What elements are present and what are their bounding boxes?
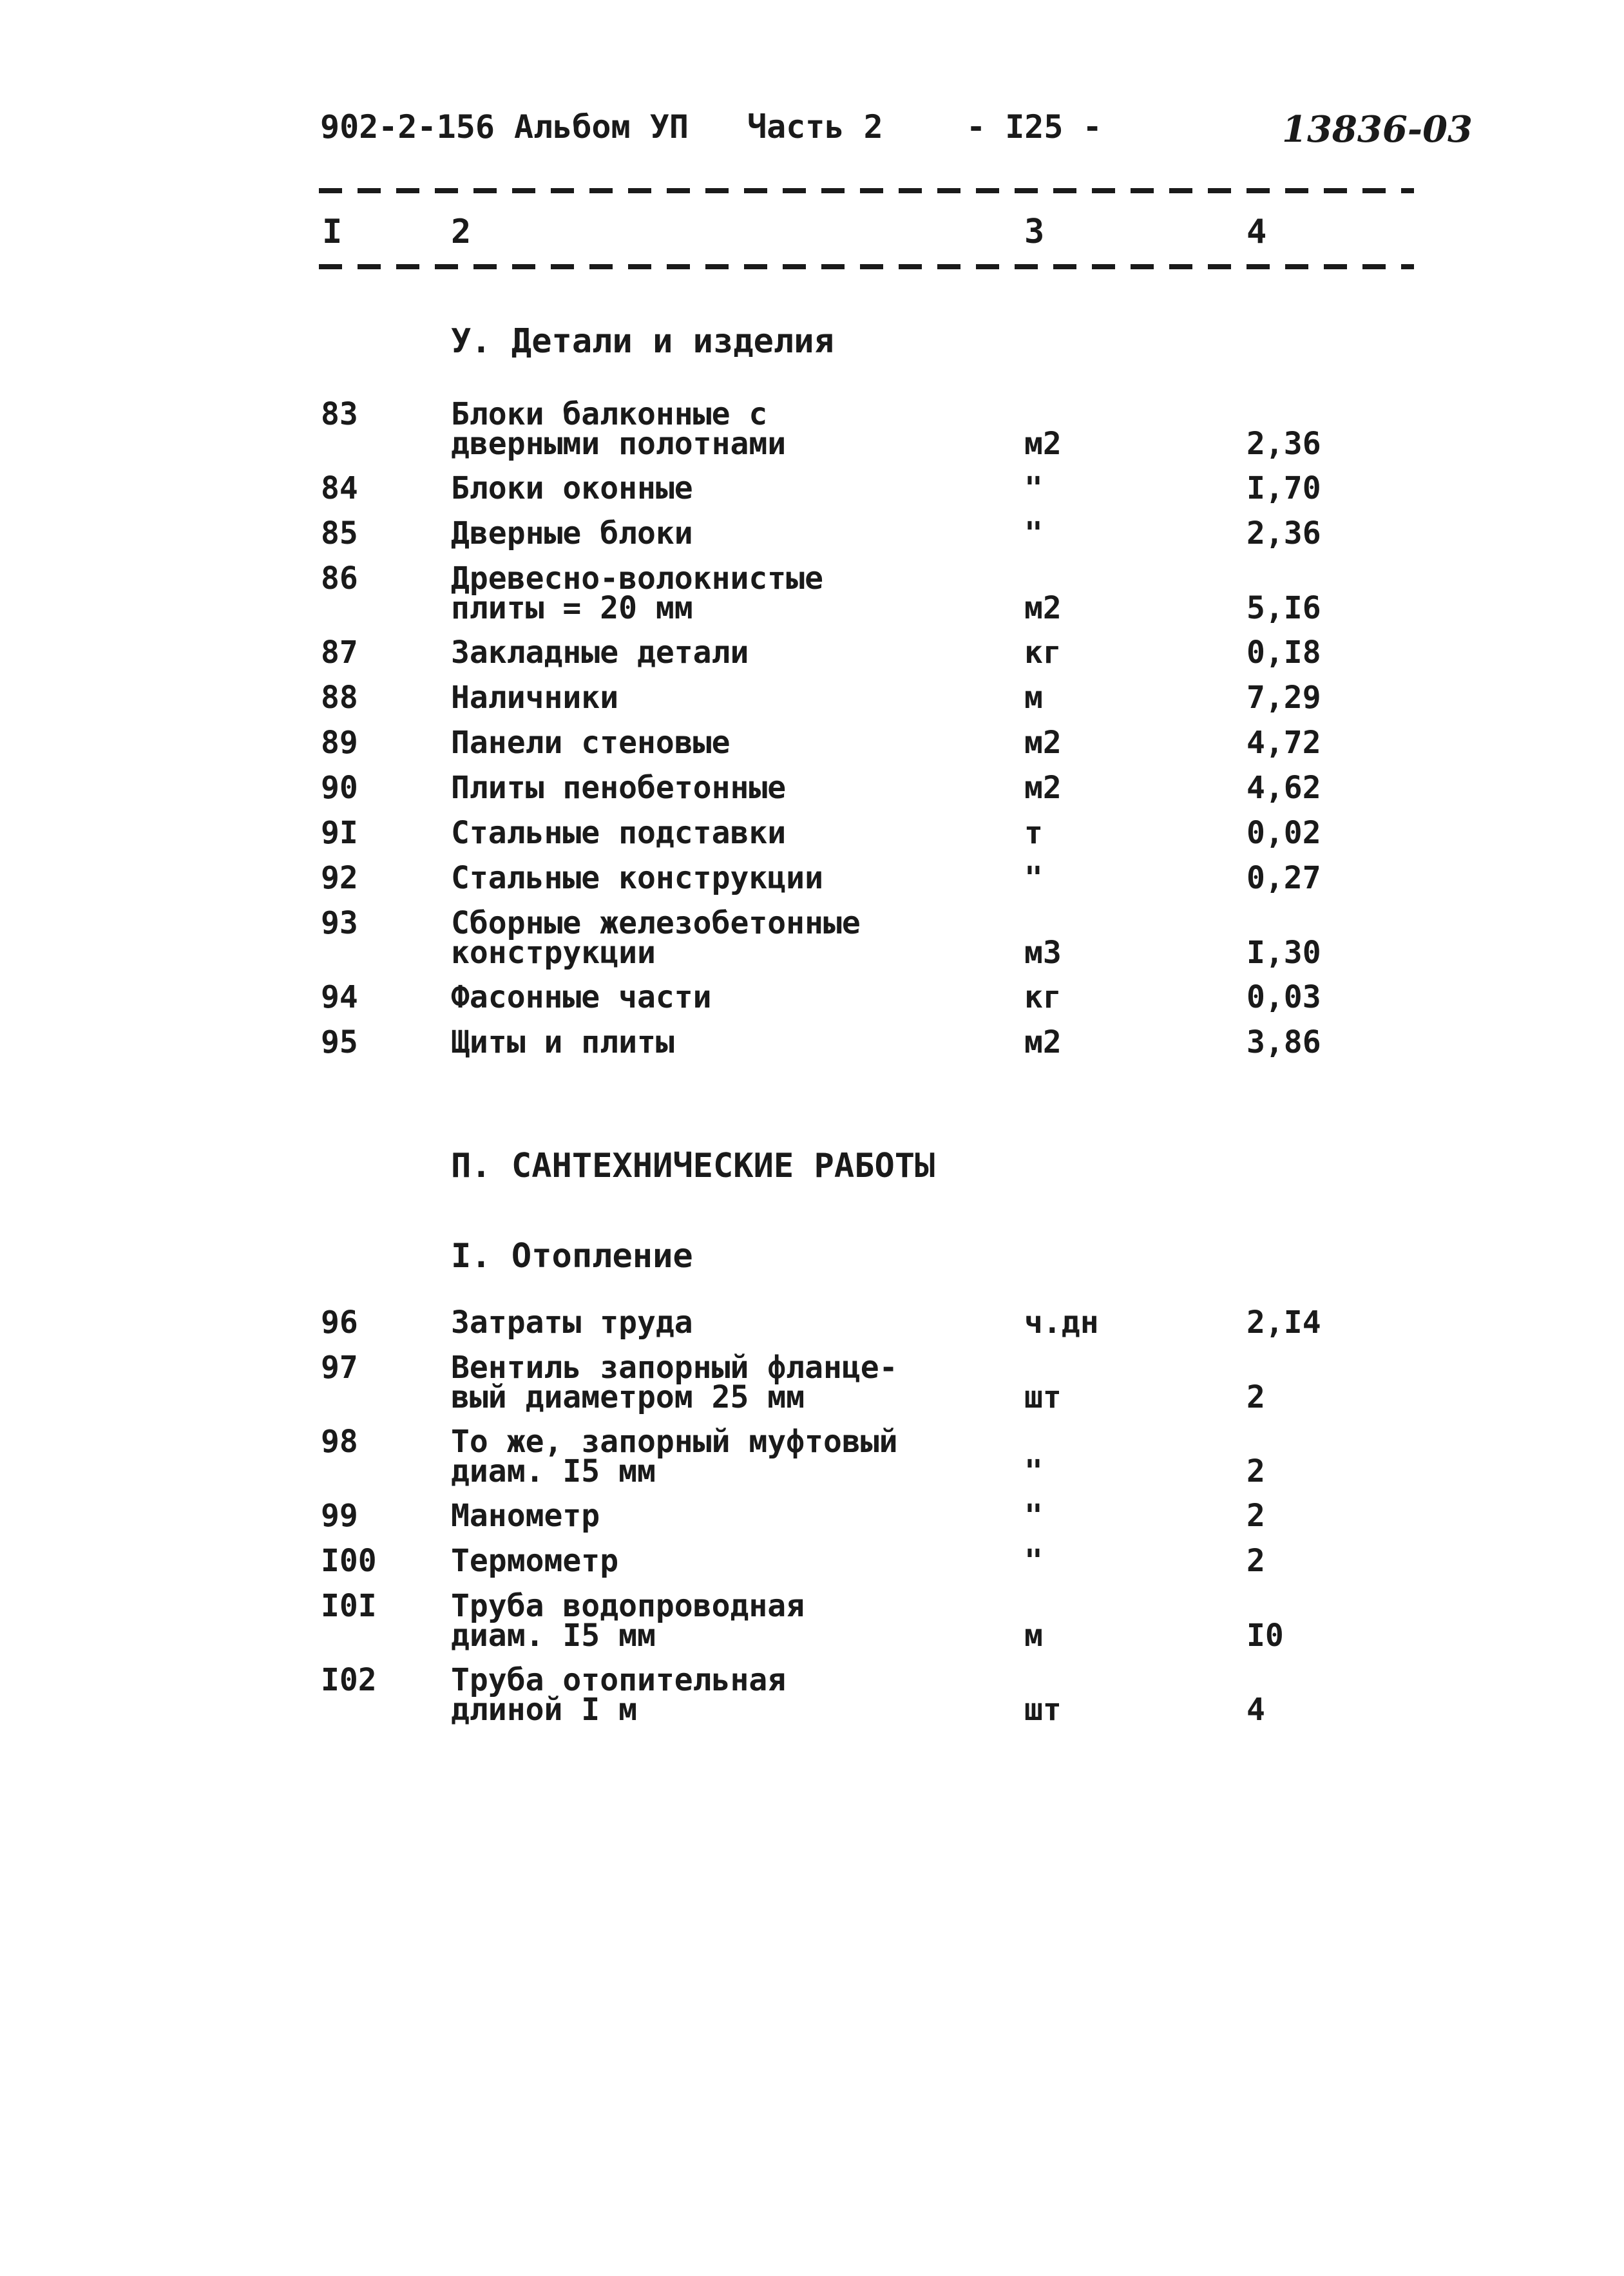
table-row bbox=[0, 860, 1624, 896]
table-row bbox=[0, 1305, 1624, 1341]
row-number: 93 bbox=[321, 905, 358, 941]
row-name bbox=[451, 560, 1005, 626]
row-name bbox=[451, 979, 1005, 1015]
table-row bbox=[0, 680, 1624, 716]
row-name-line: Фасонные части bbox=[451, 979, 712, 1015]
row-name-line: Наличники bbox=[451, 680, 619, 716]
table-row bbox=[0, 979, 1624, 1015]
table-row bbox=[0, 1424, 1624, 1489]
row-unit: м bbox=[1024, 1618, 1043, 1654]
row-name bbox=[451, 860, 1005, 896]
table-row bbox=[0, 1024, 1624, 1060]
row-number: I00 bbox=[321, 1543, 377, 1579]
row-name bbox=[451, 1498, 1005, 1534]
table-row bbox=[0, 815, 1624, 851]
row-number: I0I bbox=[321, 1588, 377, 1624]
row-name bbox=[451, 680, 1005, 716]
column-number-3: 3 bbox=[1024, 213, 1045, 251]
row-number: 83 bbox=[321, 396, 358, 432]
row-unit: м3 bbox=[1024, 935, 1062, 971]
row-name-line: длиной I м bbox=[451, 1692, 637, 1728]
row-unit: " bbox=[1024, 515, 1043, 551]
row-quantity: 0,27 bbox=[1247, 860, 1321, 896]
row-name-line: дверными полотнами bbox=[451, 426, 787, 462]
table-header-top-rule bbox=[319, 188, 1414, 193]
row-name-line: Блоки оконные bbox=[451, 470, 693, 506]
row-quantity: I0 bbox=[1247, 1618, 1284, 1654]
column-number-2: 2 bbox=[451, 213, 472, 251]
row-name bbox=[451, 1588, 1005, 1654]
page-number: - I25 - bbox=[966, 108, 1102, 146]
row-unit: м2 bbox=[1024, 426, 1062, 462]
row-quantity: I,30 bbox=[1247, 935, 1321, 971]
row-quantity: 4 bbox=[1247, 1692, 1265, 1728]
row-unit: шт bbox=[1024, 1379, 1062, 1415]
column-number-1: I bbox=[322, 213, 343, 251]
row-name bbox=[451, 635, 1005, 671]
row-name bbox=[451, 1662, 1005, 1728]
row-quantity: 0,02 bbox=[1247, 815, 1321, 851]
row-name bbox=[451, 1543, 1005, 1579]
row-quantity: 2 bbox=[1247, 1543, 1265, 1579]
row-unit: шт bbox=[1024, 1692, 1062, 1728]
document-part: Часть 2 bbox=[747, 108, 883, 146]
row-name-line: Труба водопроводная bbox=[451, 1588, 805, 1624]
table-row bbox=[0, 1498, 1624, 1534]
row-name bbox=[451, 515, 1005, 551]
row-name bbox=[451, 815, 1005, 851]
row-name bbox=[451, 905, 1005, 971]
row-number: 92 bbox=[321, 860, 358, 896]
row-quantity: 7,29 bbox=[1247, 680, 1321, 716]
table-row bbox=[0, 515, 1624, 551]
row-name-line: конструкции bbox=[451, 935, 656, 971]
row-name bbox=[451, 470, 1005, 506]
row-name-line: Стальные конструкции bbox=[451, 860, 823, 896]
row-quantity: 2 bbox=[1247, 1453, 1265, 1489]
row-name bbox=[451, 1024, 1005, 1060]
table-row bbox=[0, 1543, 1624, 1579]
row-unit: м bbox=[1024, 680, 1043, 716]
row-unit: м2 bbox=[1024, 770, 1062, 806]
row-name-line: Затраты труда bbox=[451, 1305, 693, 1341]
row-number: I02 bbox=[321, 1662, 377, 1698]
row-name-line: Щиты и плиты bbox=[451, 1024, 674, 1060]
row-number: 95 bbox=[321, 1024, 358, 1060]
row-quantity: 4,72 bbox=[1247, 725, 1321, 761]
row-quantity: 2 bbox=[1247, 1379, 1265, 1415]
row-quantity: 2,36 bbox=[1247, 426, 1321, 462]
row-unit: кг bbox=[1024, 979, 1062, 1015]
row-quantity: 4,62 bbox=[1247, 770, 1321, 806]
row-quantity: 0,03 bbox=[1247, 979, 1321, 1015]
row-number: 96 bbox=[321, 1305, 358, 1341]
table-row bbox=[0, 725, 1624, 761]
row-name-line: диам. I5 мм bbox=[451, 1618, 656, 1654]
row-name-line: Панели стеновые bbox=[451, 725, 731, 761]
row-name-line: Древесно-волокнистые bbox=[451, 560, 823, 597]
row-quantity: 2 bbox=[1247, 1498, 1265, 1534]
table-row bbox=[0, 770, 1624, 806]
row-unit: " bbox=[1024, 1543, 1043, 1579]
row-name-line: Труба отопительная bbox=[451, 1662, 787, 1698]
table-row bbox=[0, 1662, 1624, 1728]
row-quantity: 0,I8 bbox=[1247, 635, 1321, 671]
row-name bbox=[451, 1350, 1005, 1415]
row-number: 88 bbox=[321, 680, 358, 716]
sheet-number: 13836-03 bbox=[1282, 108, 1473, 151]
row-name bbox=[451, 770, 1005, 806]
row-name bbox=[451, 1424, 1005, 1489]
table-row bbox=[0, 635, 1624, 671]
row-name-line: Термометр bbox=[451, 1543, 619, 1579]
table-row bbox=[0, 560, 1624, 626]
row-unit: " bbox=[1024, 1498, 1043, 1534]
table-row bbox=[0, 470, 1624, 506]
row-quantity: I,70 bbox=[1247, 470, 1321, 506]
row-name-line: Блоки балконные с bbox=[451, 396, 768, 432]
row-quantity: 5,I6 bbox=[1247, 590, 1321, 626]
document-code: 902-2-156 Альбом УП bbox=[320, 108, 689, 146]
row-unit: м2 bbox=[1024, 725, 1062, 761]
row-number: 94 bbox=[321, 979, 358, 1015]
row-number: 89 bbox=[321, 725, 358, 761]
row-unit: " bbox=[1024, 470, 1043, 506]
row-name-line: Вентиль запорный фланце- bbox=[451, 1350, 898, 1386]
row-unit: м2 bbox=[1024, 590, 1062, 626]
row-unit: кг bbox=[1024, 635, 1062, 671]
row-name-line: То же, запорный муфтовый bbox=[451, 1424, 898, 1460]
row-number: 86 bbox=[321, 560, 358, 597]
row-name-line: Плиты пенобетонные bbox=[451, 770, 787, 806]
row-number: 84 bbox=[321, 470, 358, 506]
row-unit: т bbox=[1024, 815, 1043, 851]
row-name-line: Сборные железобетонные bbox=[451, 905, 861, 941]
row-name bbox=[451, 725, 1005, 761]
row-quantity: 3,86 bbox=[1247, 1024, 1321, 1060]
row-number: 85 bbox=[321, 515, 358, 551]
row-number: 98 bbox=[321, 1424, 358, 1460]
row-unit: " bbox=[1024, 860, 1043, 896]
row-number: 97 bbox=[321, 1350, 358, 1386]
row-name-line: Стальные подставки bbox=[451, 815, 787, 851]
row-unit: м2 bbox=[1024, 1024, 1062, 1060]
column-number-4: 4 bbox=[1247, 213, 1267, 251]
section-title-heating: I. Отопление bbox=[451, 1237, 693, 1276]
row-unit: " bbox=[1024, 1453, 1043, 1489]
section-title-details: У. Детали и изделия bbox=[451, 322, 834, 361]
table-row bbox=[0, 905, 1624, 971]
row-number: 9I bbox=[321, 815, 358, 851]
row-name-line: плиты = 20 мм bbox=[451, 590, 693, 626]
row-name-line: Дверные блоки bbox=[451, 515, 693, 551]
row-unit: ч.дн bbox=[1024, 1305, 1099, 1341]
row-quantity: 2,36 bbox=[1247, 515, 1321, 551]
row-name bbox=[451, 1305, 1005, 1341]
row-number: 99 bbox=[321, 1498, 358, 1534]
row-number: 87 bbox=[321, 635, 358, 671]
table-header-bottom-rule bbox=[319, 264, 1414, 269]
row-name-line: диам. I5 мм bbox=[451, 1453, 656, 1489]
row-name-line: Манометр bbox=[451, 1498, 600, 1534]
row-number: 90 bbox=[321, 770, 358, 806]
table-row bbox=[0, 1588, 1624, 1654]
table-row bbox=[0, 1350, 1624, 1415]
row-name-line: Закладные детали bbox=[451, 635, 749, 671]
section-title-sanitary: П. САНТЕХНИЧЕСКИЕ РАБОТЫ bbox=[451, 1147, 935, 1185]
table-row bbox=[0, 396, 1624, 462]
row-name bbox=[451, 396, 1005, 462]
row-name-line: вый диаметром 25 мм bbox=[451, 1379, 805, 1415]
row-quantity: 2,I4 bbox=[1247, 1305, 1321, 1341]
